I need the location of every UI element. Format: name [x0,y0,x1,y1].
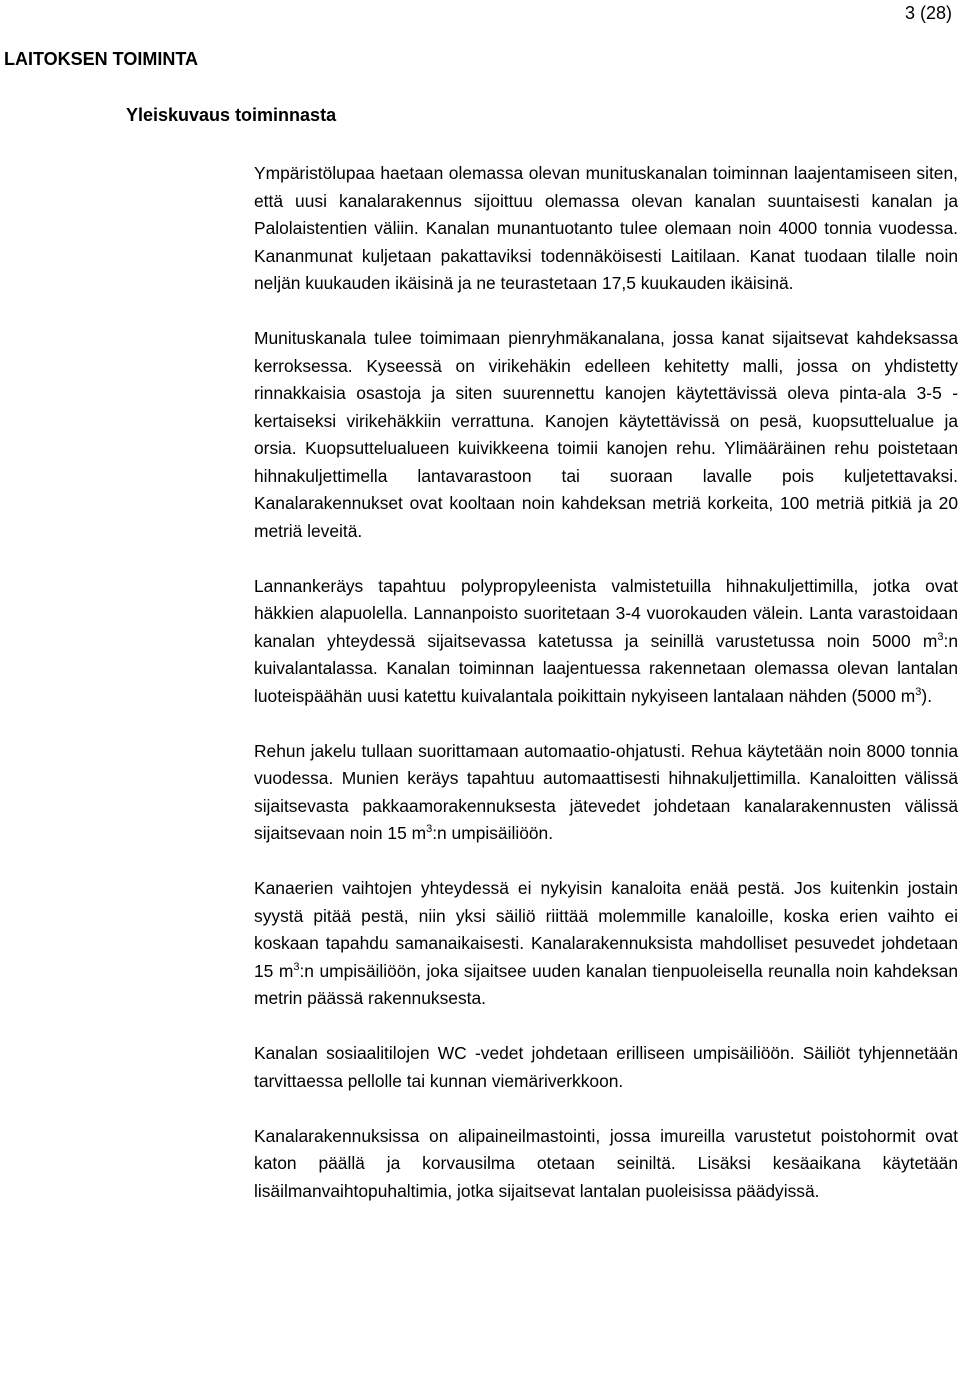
washing-text-part-1: Kanaerien vaihtojen yhteydessä ei nykyisin kanaloita enää pestä. Jos kuitenkin jostain syystä pitää pestä, niin yksi säiliö riittää molemmille kanaloille, koska erien vaihto ei koskaan tapahdu samanaikaisesti. Kanalarakennuksista mahdolliset pesuvedet johdetaan 15 m [254,878,958,981]
subsection-title: Yleiskuvaus toiminnasta [126,105,337,125]
manure-text-part-1: Lannankeräys tapahtuu polypropyleenista valmistetuilla hihnakuljettimilla, jotka ovat häkkien alapuolella. Lannanpoisto suoritetaan 3-4 vuorokauden välein. Lanta varastoidaan kanalan yhteydessä sijaitsevassa katetussa ja seinillä varustetussa noin 5000 m [254,575,958,651]
manure-text-part-2: :n kuivalantalassa. Kanalan toiminnan laajentuessa rakennetaan olemassa olevan lantalan luoteispäähän uusi katettu kuivalantala poikittain nykyiseen lantalaan nähden (5000 m [254,630,958,706]
page-number: 3 (28) [904,3,952,23]
cubic-superscript: 3 [293,960,300,973]
paragraph-wc-water: Kanalan sosiaalitilojen WC -vedet johdetaan erilliseen umpisäiliöön. Säiliöt tyhjennetään tarvittaessa pellolle tai kunnan viemäriverkkoon. [254,1043,958,1091]
paragraph-manure-collection [254,573,958,711]
cubic-superscript: 3 [426,823,433,835]
section-title: LAITOKSEN TOIMINTA [4,49,199,69]
washing-text-part-2: :n umpisäiliöön, joka sijaitsee uuden kanalan tienpuoleisella reunalla noin kahdeksan metrin päässä rakennuksesta. [254,960,958,1008]
paragraph-washing [254,875,958,1013]
document-body [254,160,958,1205]
paragraph-feed-distribution [254,738,958,848]
feed-text-part-1: Rehun jakelu tullaan suorittamaan automaatio-ohjatusti. Rehua käytetään noin 8000 tonnia vuodessa. Munien keräys tapahtuu automaattisesti hihnakuljettimilla. Kanaloitten välissä sijaitsevasta pakkaamorakennuksesta jätevedet johdetaan kanalarakennusten välissä sijaitsevaan noin 15 m [254,740,958,843]
paragraph-application-overview: Ympäristölupaa haetaan olemassa olevan munituskanalan toiminnan laajentamiseen siten, että uusi kanalarakennus sijoittuu olemassa olevan kanalan suuntaisesti kanalan ja Palolaistentien väliin. Kanalan munantuotanto tulee olemaan noin 4000 tonnia vuodessa. Kananmunat kuljetaan pakattaviksi todennäköisesti Laitilaan. Kanat tuodaan tilalle noin neljän kuukauden ikäisinä ja ne teurastetaan 17,5 kuukauden ikäisinä. [254,163,958,293]
paragraph-cage-system: Munituskanala tulee toimimaan pienryhmäkanalana, jossa kanat sijaitsevat kahdeksassa kerroksessa. Kyseessä on virikehäkin edelleen kehitetty malli, jossa on yhdistetty rinnakkaisia osastoja ja siten suurennettu kanojen käytettävissä oleva pinta-ala 3-5 -kertaiseksi virikehäkkiin verrattuna. Kanojen käytettävissä on pesä, kuopsuttelualue ja orsia. Kuopsuttelualueen kuivikkeena toimii kanojen rehu. Ylimääräinen rehu poistetaan hihnakuljettimella lantavarastoon tai suoraan lavalle pois kuljetettavaksi. Kanalarakennukset ovat kooltaan noin kahdeksan metriä korkeita, 100 metriä pitkiä ja 20 metriä leveitä. [254,328,958,541]
cubic-superscript: 3 [937,630,944,643]
manure-text-part-3: ). [921,685,933,706]
cubic-superscript: 3 [915,685,922,698]
feed-text-part-2: :n umpisäiliöön. [432,823,554,843]
paragraph-ventilation: Kanalarakennuksissa on alipaineilmastointi, jossa imureilla varustetut poistohormit ovat katon päällä ja korvausilma otetaan seiniltä. Lisäksi kesäaikana käytetään lisäilmanvaihtopuhaltimia, jotka sijaitsevat lantalan puoleisissa päädyissä. [254,1125,958,1201]
